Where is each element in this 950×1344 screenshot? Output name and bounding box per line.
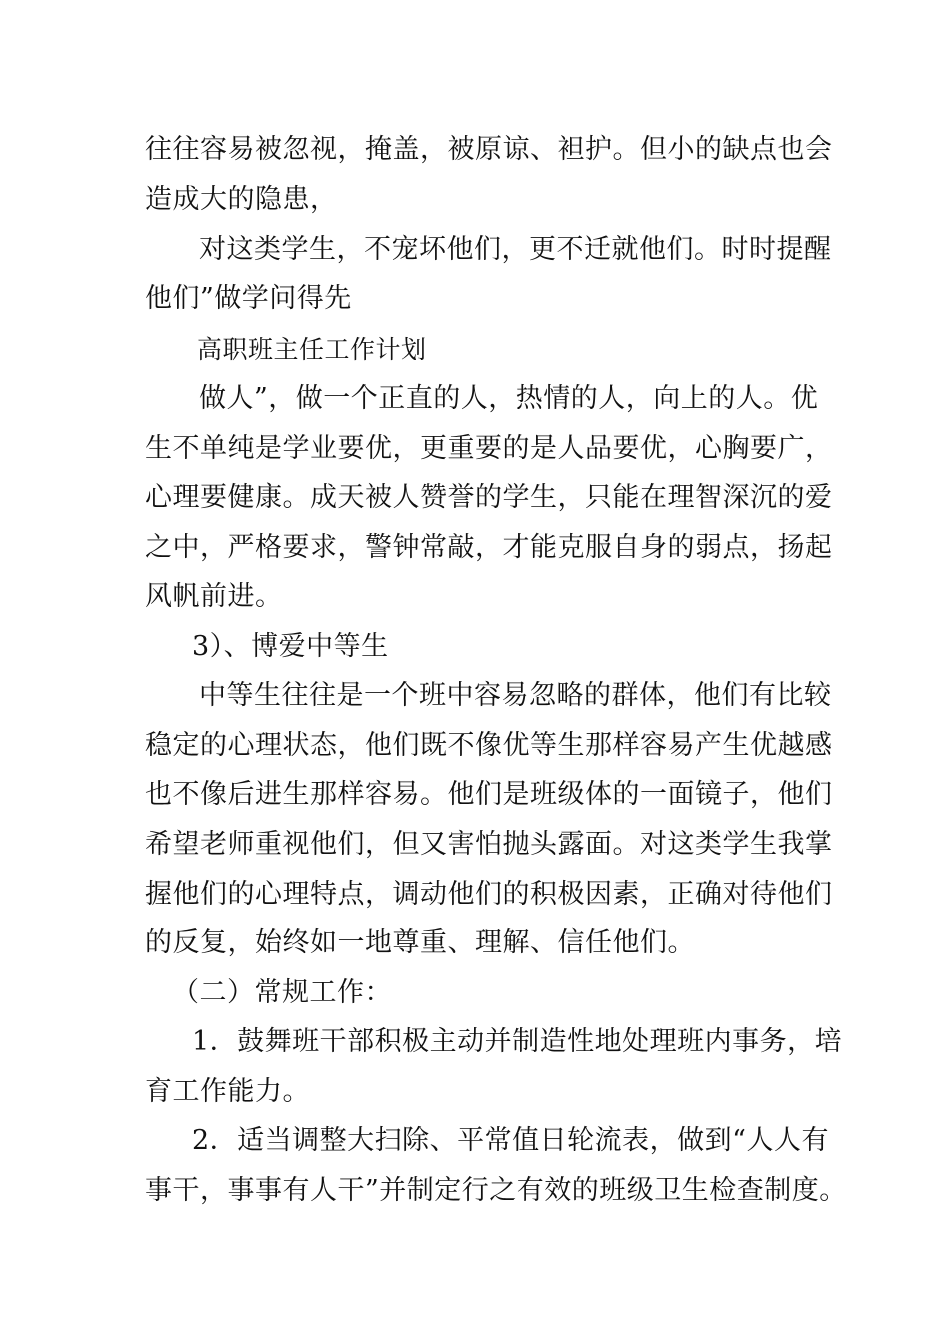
text-line: 握他们的心理特点，调动他们的积极因素，正确对待他们 bbox=[145, 879, 833, 910]
text-line: 造成大的隐患， bbox=[145, 184, 338, 215]
text-line: 的反复，始终如一地尊重、理解、信任他们。 bbox=[145, 927, 695, 958]
list-item: 1．鼓舞班干部积极主动并制造性地处理班内事务，培 bbox=[192, 1026, 843, 1057]
text-line: 稳定的心理状态，他们既不像优等生那样容易产生优越感 bbox=[145, 730, 833, 761]
text-line: 往往容易被忽视，掩盖，被原谅、袒护。但小的缺点也会 bbox=[145, 134, 833, 165]
text-line: 他们”做学问得先 bbox=[145, 283, 352, 314]
text-line: 对这类学生，不宠坏他们，更不迁就他们。时时提醒 bbox=[199, 234, 832, 265]
text-line: 也不像后进生那样容易。他们是班级体的一面镜子，他们 bbox=[145, 779, 833, 810]
text-line: 希望老师重视他们，但又害怕抛头露面。对这类学生我掌 bbox=[145, 829, 833, 860]
text-line: 做人”，做一个正直的人，热情的人，向上的人。优 bbox=[199, 383, 819, 414]
text-line: 中等生往往是一个班中容易忽略的群体，他们有比较 bbox=[199, 680, 832, 711]
text-line: 之中，严格要求，警钟常敲，才能克服自身的弱点，扬起 bbox=[145, 532, 833, 563]
subheading: 3）、博爱中等生 bbox=[192, 631, 389, 662]
subheading: （二）常规工作： bbox=[172, 977, 392, 1008]
text-line: 心理要健康。成天被人赞誉的学生，只能在理智深沉的爱 bbox=[145, 482, 833, 513]
text-line: 事干，事事有人干”并制定行之有效的班级卫生检查制度。 bbox=[145, 1175, 847, 1206]
section-title: 高职班主任工作计划 bbox=[197, 335, 427, 364]
list-item: 2．适当调整大扫除、平常值日轮流表，做到“人人有 bbox=[192, 1125, 829, 1156]
text-line: 生不单纯是学业要优，更重要的是人品要优，心胸要广， bbox=[145, 433, 833, 464]
text-line: 风帆前进。 bbox=[145, 581, 283, 612]
text-line: 育工作能力。 bbox=[145, 1076, 310, 1107]
